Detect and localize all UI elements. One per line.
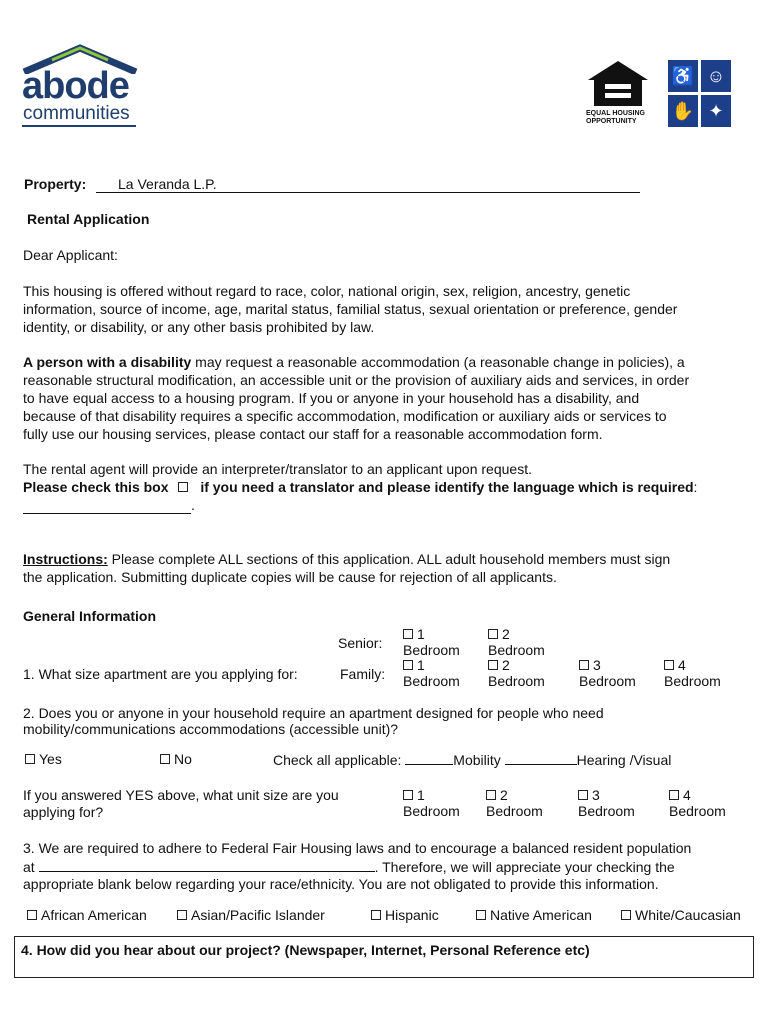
q2-followup-line1: If you answered YES above, what unit size are you	[23, 787, 339, 803]
translator-line1: The rental agent will provide an interpreter/translator to an applicant upon request.	[23, 461, 532, 477]
mobility-blank[interactable]	[405, 751, 453, 765]
checkbox[interactable]	[403, 790, 413, 800]
para1-line: identity, or disability, or any other basis prohibited by law.	[23, 319, 375, 335]
hearing-label: Hearing /Visual	[576, 752, 672, 768]
logo-word-communities: communities	[23, 103, 130, 124]
checkbox[interactable]	[579, 660, 589, 670]
q2-yes-option[interactable]	[25, 751, 62, 768]
option-unit: Bedroom	[403, 803, 460, 819]
option-unit: Bedroom	[486, 803, 543, 819]
accessible-option-1[interactable]	[403, 787, 460, 819]
option-num: 3	[592, 787, 600, 803]
instructions-rest: Please complete ALL sections of this application. ALL adult household members must sign	[107, 551, 671, 567]
option-num: 3	[593, 657, 601, 673]
option-label: African American	[41, 907, 147, 923]
q3-at: at	[23, 859, 35, 875]
no-label: No	[174, 751, 192, 767]
option-label: Hispanic	[385, 907, 439, 923]
para2-line: to have equal access to a housing program. If you or anyone in your household has a disability, and	[23, 390, 640, 406]
q2-line2: mobility/communications accommodations (accessible unit)?	[23, 721, 399, 737]
translator-text-a: Please check this box	[23, 479, 169, 495]
checkbox[interactable]	[403, 629, 413, 639]
translator-line2	[23, 479, 697, 496]
brain-icon: ☺	[701, 60, 731, 92]
checkbox[interactable]	[486, 790, 496, 800]
option-unit: Bedroom	[578, 803, 635, 819]
mobility-label: Mobility	[453, 752, 501, 768]
q1-text: 1. What size apartment are you applying for:	[23, 666, 298, 682]
option-num: 4	[678, 657, 686, 673]
ethnicity-option-white-caucasian[interactable]	[621, 907, 741, 924]
check-applicable-label: Check all applicable:	[273, 752, 402, 768]
yes-label: Yes	[39, 751, 62, 767]
family-label: Family:	[340, 666, 386, 682]
para2-line1-rest: may request a reasonable accommodation (a reasonable change in policies), a	[191, 354, 685, 370]
option-label: White/Caucasian	[635, 907, 741, 923]
option-num: 2	[500, 787, 508, 803]
translator-text-b: if you need a translator and please identify the language which is required	[200, 479, 694, 495]
senior-option-1[interactable]	[403, 626, 460, 658]
accessible-option-3[interactable]	[578, 787, 635, 819]
checkbox[interactable]	[669, 790, 679, 800]
option-num: 1	[417, 787, 425, 803]
ethnicity-option-asian-pacific[interactable]	[177, 907, 325, 924]
family-option-4[interactable]	[664, 657, 721, 689]
option-unit: Bedroom	[664, 673, 721, 689]
option-num: 1	[417, 626, 425, 642]
language-field[interactable]	[23, 497, 191, 514]
senior-label: Senior:	[338, 635, 383, 651]
option-unit: Bedroom	[488, 673, 545, 689]
family-option-3[interactable]	[579, 657, 636, 689]
checkbox[interactable]	[664, 660, 674, 670]
greeting: Dear Applicant:	[23, 247, 118, 263]
wheelchair-icon: ♿	[668, 60, 698, 92]
checkbox[interactable]	[160, 754, 170, 764]
family-option-1[interactable]	[403, 657, 460, 689]
ethnicity-option-hispanic[interactable]	[371, 907, 439, 924]
logo-word-abode: abode	[22, 65, 129, 107]
checkbox[interactable]	[488, 660, 498, 670]
instructions-line1	[23, 551, 670, 568]
option-label: Asian/Pacific Islander	[191, 907, 325, 923]
q3-line3: appropriate blank below regarding your race/ethnicity. You are not obligated to provide this information.	[23, 876, 659, 892]
family-option-2[interactable]	[488, 657, 545, 689]
option-num: 2	[502, 626, 510, 642]
ethnicity-option-native-american[interactable]	[476, 907, 592, 924]
eho-text-2: OPPORTUNITY	[586, 118, 637, 125]
option-label: Native American	[490, 907, 592, 923]
q3-line2	[23, 858, 675, 876]
logo-underline	[22, 125, 136, 127]
accessible-option-4[interactable]	[669, 787, 726, 819]
para2-line	[23, 354, 685, 371]
eho-text-1: EQUAL HOUSING	[586, 110, 645, 117]
para2-bold-lead: A person with a disability	[23, 354, 192, 370]
q4-box[interactable]	[14, 936, 754, 978]
sign-language-icon: ✋	[668, 95, 698, 127]
translator-colon: :	[693, 479, 698, 495]
hearing-blank[interactable]	[505, 751, 577, 765]
page-title: Rental Application	[27, 211, 150, 227]
option-num: 1	[417, 657, 425, 673]
checkbox[interactable]	[488, 629, 498, 639]
para2-line: because of that disability requires a specific accommodation, modification or auxiliary aids or services to	[23, 408, 667, 424]
checkbox[interactable]	[403, 660, 413, 670]
accessibility-icons	[668, 60, 732, 128]
checkbox[interactable]	[578, 790, 588, 800]
para1-line: information, source of income, age, marital status, familial status, sexual orientation or preference, gender	[23, 301, 678, 317]
location-blank[interactable]	[39, 858, 375, 872]
option-num: 2	[502, 657, 510, 673]
checkbox[interactable]	[177, 910, 187, 920]
q2-no-option[interactable]	[160, 751, 192, 768]
option-unit: Bedroom	[579, 673, 636, 689]
check-applicable-row	[273, 751, 671, 769]
equal-housing-icon	[584, 58, 652, 108]
checkbox[interactable]	[27, 910, 37, 920]
q3-line1: 3. We are required to adhere to Federal Fair Housing laws and to encourage a balanced resident population	[23, 840, 692, 856]
para2-line: fully use our housing services, please contact our staff for a reasonable accommodation form.	[23, 426, 603, 442]
para2-line: reasonable structural modification, an accessible unit or the provision of auxiliary aids and services, in order	[23, 372, 690, 388]
q2-line1: 2. Does you or anyone in your household require an apartment designed for people who need	[23, 705, 604, 721]
q4-text: 4. How did you hear about our project? (Newspaper, Internet, Personal Reference etc)	[21, 942, 590, 958]
option-num: 4	[683, 787, 691, 803]
instructions-label: Instructions:	[23, 551, 108, 567]
property-field[interactable]	[96, 176, 640, 193]
q2-followup-line2: applying for?	[23, 804, 104, 820]
option-unit: Bedroom	[669, 803, 726, 819]
ethnicity-option-african-american[interactable]	[27, 907, 147, 924]
checkbox[interactable]	[621, 910, 631, 920]
option-unit: Bedroom	[488, 642, 545, 658]
translator-checkbox[interactable]	[178, 482, 188, 492]
checkbox[interactable]	[371, 910, 381, 920]
q3-line2-rest: . Therefore, we will appreciate your checking the	[374, 859, 675, 875]
general-heading: General Information	[23, 608, 157, 624]
property-label: Property:	[24, 176, 87, 192]
blind-person-icon: ✦	[701, 95, 731, 127]
option-unit: Bedroom	[403, 673, 460, 689]
checkbox[interactable]	[25, 754, 35, 764]
option-unit: Bedroom	[403, 642, 460, 658]
accessible-option-2[interactable]	[486, 787, 543, 819]
senior-option-2[interactable]	[488, 626, 545, 658]
instructions-line2: the application. Submitting duplicate copies will be cause for rejection of all applicants.	[23, 569, 557, 585]
language-end: .	[191, 497, 195, 513]
para1-line: This housing is offered without regard to race, color, national origin, sex, religion, ancestry, genetic	[23, 283, 631, 299]
property-value: La Veranda L.P.	[118, 176, 217, 192]
checkbox[interactable]	[476, 910, 486, 920]
